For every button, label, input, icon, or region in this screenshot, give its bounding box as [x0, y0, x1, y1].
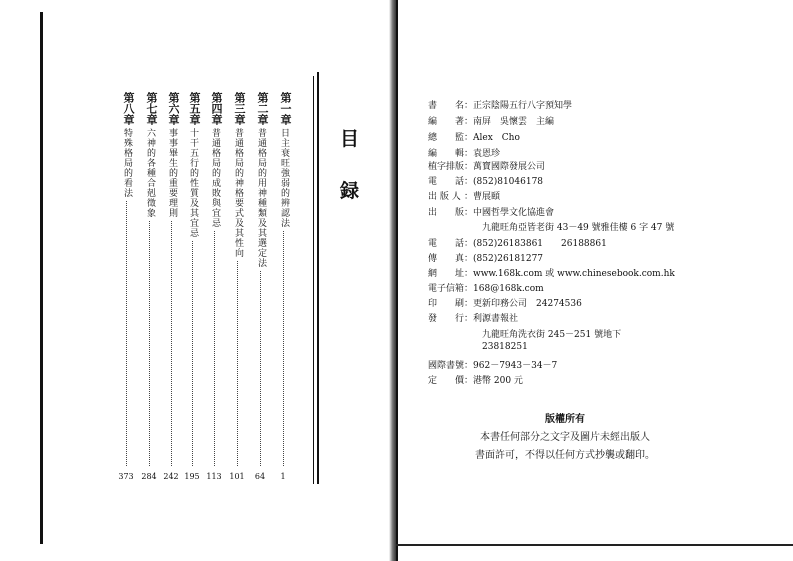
gutter-line	[396, 0, 398, 561]
colophon-label: 總 監	[428, 133, 465, 143]
colophon-label: 電子信箱	[428, 284, 465, 294]
copyright-heading: 版權所有	[545, 414, 585, 425]
colophon-row-editor: 編 輯：袁恩珍	[428, 146, 500, 159]
toc-chapter-label: 第七章	[145, 92, 158, 125]
colophon-value: 利源書報社	[473, 314, 519, 324]
toc-divider-thick	[317, 72, 319, 484]
toc-page-number: 64	[254, 472, 266, 481]
colophon-label: 網 址	[428, 269, 465, 279]
toc-leader-dots	[171, 221, 172, 466]
colophon-value: (852)26181277	[473, 254, 544, 264]
colophon-value: 中國哲學文化協進會	[473, 208, 555, 218]
colophon-row-typesetting: 植字排版：萬寶國際發展公司	[428, 159, 545, 172]
distributor-address: 九龍旺角洗衣街 245－251 號地下	[482, 330, 622, 340]
toc-page-number: 284	[141, 472, 157, 481]
colophon-value: Alex Cho	[473, 133, 520, 143]
colophon-row-author: 編 著：南屏 吳懷雲 主編	[428, 114, 554, 127]
colophon-row-price: 定 價：港幣 200 元	[428, 373, 523, 386]
toc-leader-dots	[283, 231, 284, 466]
toc-leader-dots	[149, 221, 150, 466]
colophon-row-isbn: 國際書號：962－7943－34－7	[428, 358, 557, 371]
toc-title-char-2: 録	[340, 180, 360, 202]
colophon-label: 印 刷	[428, 299, 465, 309]
distributor-phone: 23818251	[482, 342, 528, 352]
colophon-label: 書 名	[428, 101, 465, 111]
toc-page-number: 373	[118, 472, 134, 481]
colophon-label: 編 輯	[428, 149, 465, 159]
colophon-value: 168@168k.com	[473, 284, 544, 294]
colophon-row-phone: 電 話：(852)81046178	[428, 174, 543, 187]
toc-page-number: 242	[163, 472, 179, 481]
page-edge-left	[40, 12, 43, 544]
copyright-line-2: 書面許可，不得以任何方式抄襲或翻印。	[475, 450, 655, 461]
toc-chapter-title: 特殊格局的看法	[122, 128, 132, 198]
colophon-label: 植字排版	[428, 162, 465, 172]
toc-chapter-title: 日主衰旺強弱的辨認法	[279, 128, 289, 228]
colophon-value: (852)26183861 26188861	[473, 239, 607, 249]
colophon-value: 南屏 吳懷雲 主編	[473, 117, 555, 127]
colophon-label: 傳 真	[428, 254, 465, 264]
colophon-row-title: 書 名：正宗陰陽五行八字預知學	[428, 98, 572, 111]
toc-page-number: 195	[184, 472, 200, 481]
toc-chapter-title: 普通格局的成敗與宜忌	[210, 128, 220, 228]
colophon-value: 更新印務公司 24274536	[473, 299, 582, 309]
colophon-value: www.168k.com 或 www.chinesebook.com.hk	[473, 269, 675, 279]
colophon-row-director: 總 監：Alex Cho	[428, 130, 520, 143]
colophon-row-website: 網 址：www.168k.com 或 www.chinesebook.com.hk	[428, 266, 675, 279]
toc-chapter-title: 事事畢生的重要理則	[167, 128, 177, 218]
colophon-value: 萬寶國際發展公司	[473, 162, 546, 172]
toc-title-char-1: 目	[340, 128, 360, 150]
toc-leader-dots	[237, 261, 238, 466]
toc-leader-dots	[214, 231, 215, 466]
colophon-label: 國際書號	[428, 361, 465, 371]
toc-chapter-title: 普通格局的用神種類及其選定法	[256, 128, 266, 268]
toc-leader-dots	[260, 271, 261, 466]
toc-chapter-label: 第四章	[210, 92, 223, 125]
toc-divider-thin	[313, 76, 314, 484]
toc-leader-dots	[192, 241, 193, 466]
colophon-row-printer: 印 刷：更新印務公司 24274536	[428, 296, 582, 309]
colophon-label: 發 行	[428, 314, 465, 324]
publisher-address: 九龍旺角亞皆老街 43－49 號雅佳樓 6 字 47 號	[482, 223, 675, 233]
colophon-label: 出 版	[428, 208, 465, 218]
toc-page-number: 101	[229, 472, 245, 481]
page-edge-bottom	[396, 544, 793, 546]
toc-chapter-label: 第五章	[188, 92, 201, 125]
toc-page-number: 1	[280, 472, 286, 481]
colophon-row-fax: 傳 真：(852)26181277	[428, 251, 543, 264]
colophon-value: 曹展頤	[473, 192, 501, 202]
colophon-row-publisher: 出 版：中國哲學文化協進會	[428, 205, 554, 218]
colophon-value: 正宗陰陽五行八字預知學	[473, 101, 573, 111]
toc-chapter-title: 普通格局的神格要式及其性向	[233, 128, 243, 258]
toc-chapter-label: 第三章	[233, 92, 246, 125]
toc-chapter-title: 十干五行的性質及其宜忌	[188, 128, 198, 238]
toc-leader-dots	[126, 201, 127, 466]
colophon-label: 電 話	[428, 177, 465, 187]
toc-chapter-label: 第八章	[122, 92, 135, 125]
colophon-row-publisher-person: 出 版 人 ：曹展頤	[428, 189, 500, 202]
colophon-value: (852)81046178	[473, 177, 544, 187]
colophon-row-distributor: 發 行：利源書報社	[428, 311, 518, 324]
colophon-row-tel: 電 話：(852)26183861 26188861	[428, 236, 607, 249]
colophon-value: 袁恩珍	[473, 149, 501, 159]
toc-chapter-title: 六神的各種合剋徵象	[145, 128, 155, 218]
toc-chapter-label: 第一章	[279, 92, 292, 125]
colophon-label: 出 版 人	[428, 192, 461, 202]
colophon-row-email: 電子信箱：168@168k.com	[428, 281, 544, 294]
colophon-value: 港幣 200 元	[473, 376, 523, 386]
colophon-label: 電 話	[428, 239, 465, 249]
toc-chapter-label: 第六章	[167, 92, 180, 125]
toc-chapter-label: 第二章	[256, 92, 269, 125]
toc-page-number: 113	[206, 472, 222, 481]
colophon-label: 編 著	[428, 117, 465, 127]
colophon-label: 定 價	[428, 376, 465, 386]
copyright-line-1: 本書任何部分之文字及圖片未經出版人	[480, 432, 650, 443]
colophon-value: 962－7943－34－7	[473, 361, 558, 371]
